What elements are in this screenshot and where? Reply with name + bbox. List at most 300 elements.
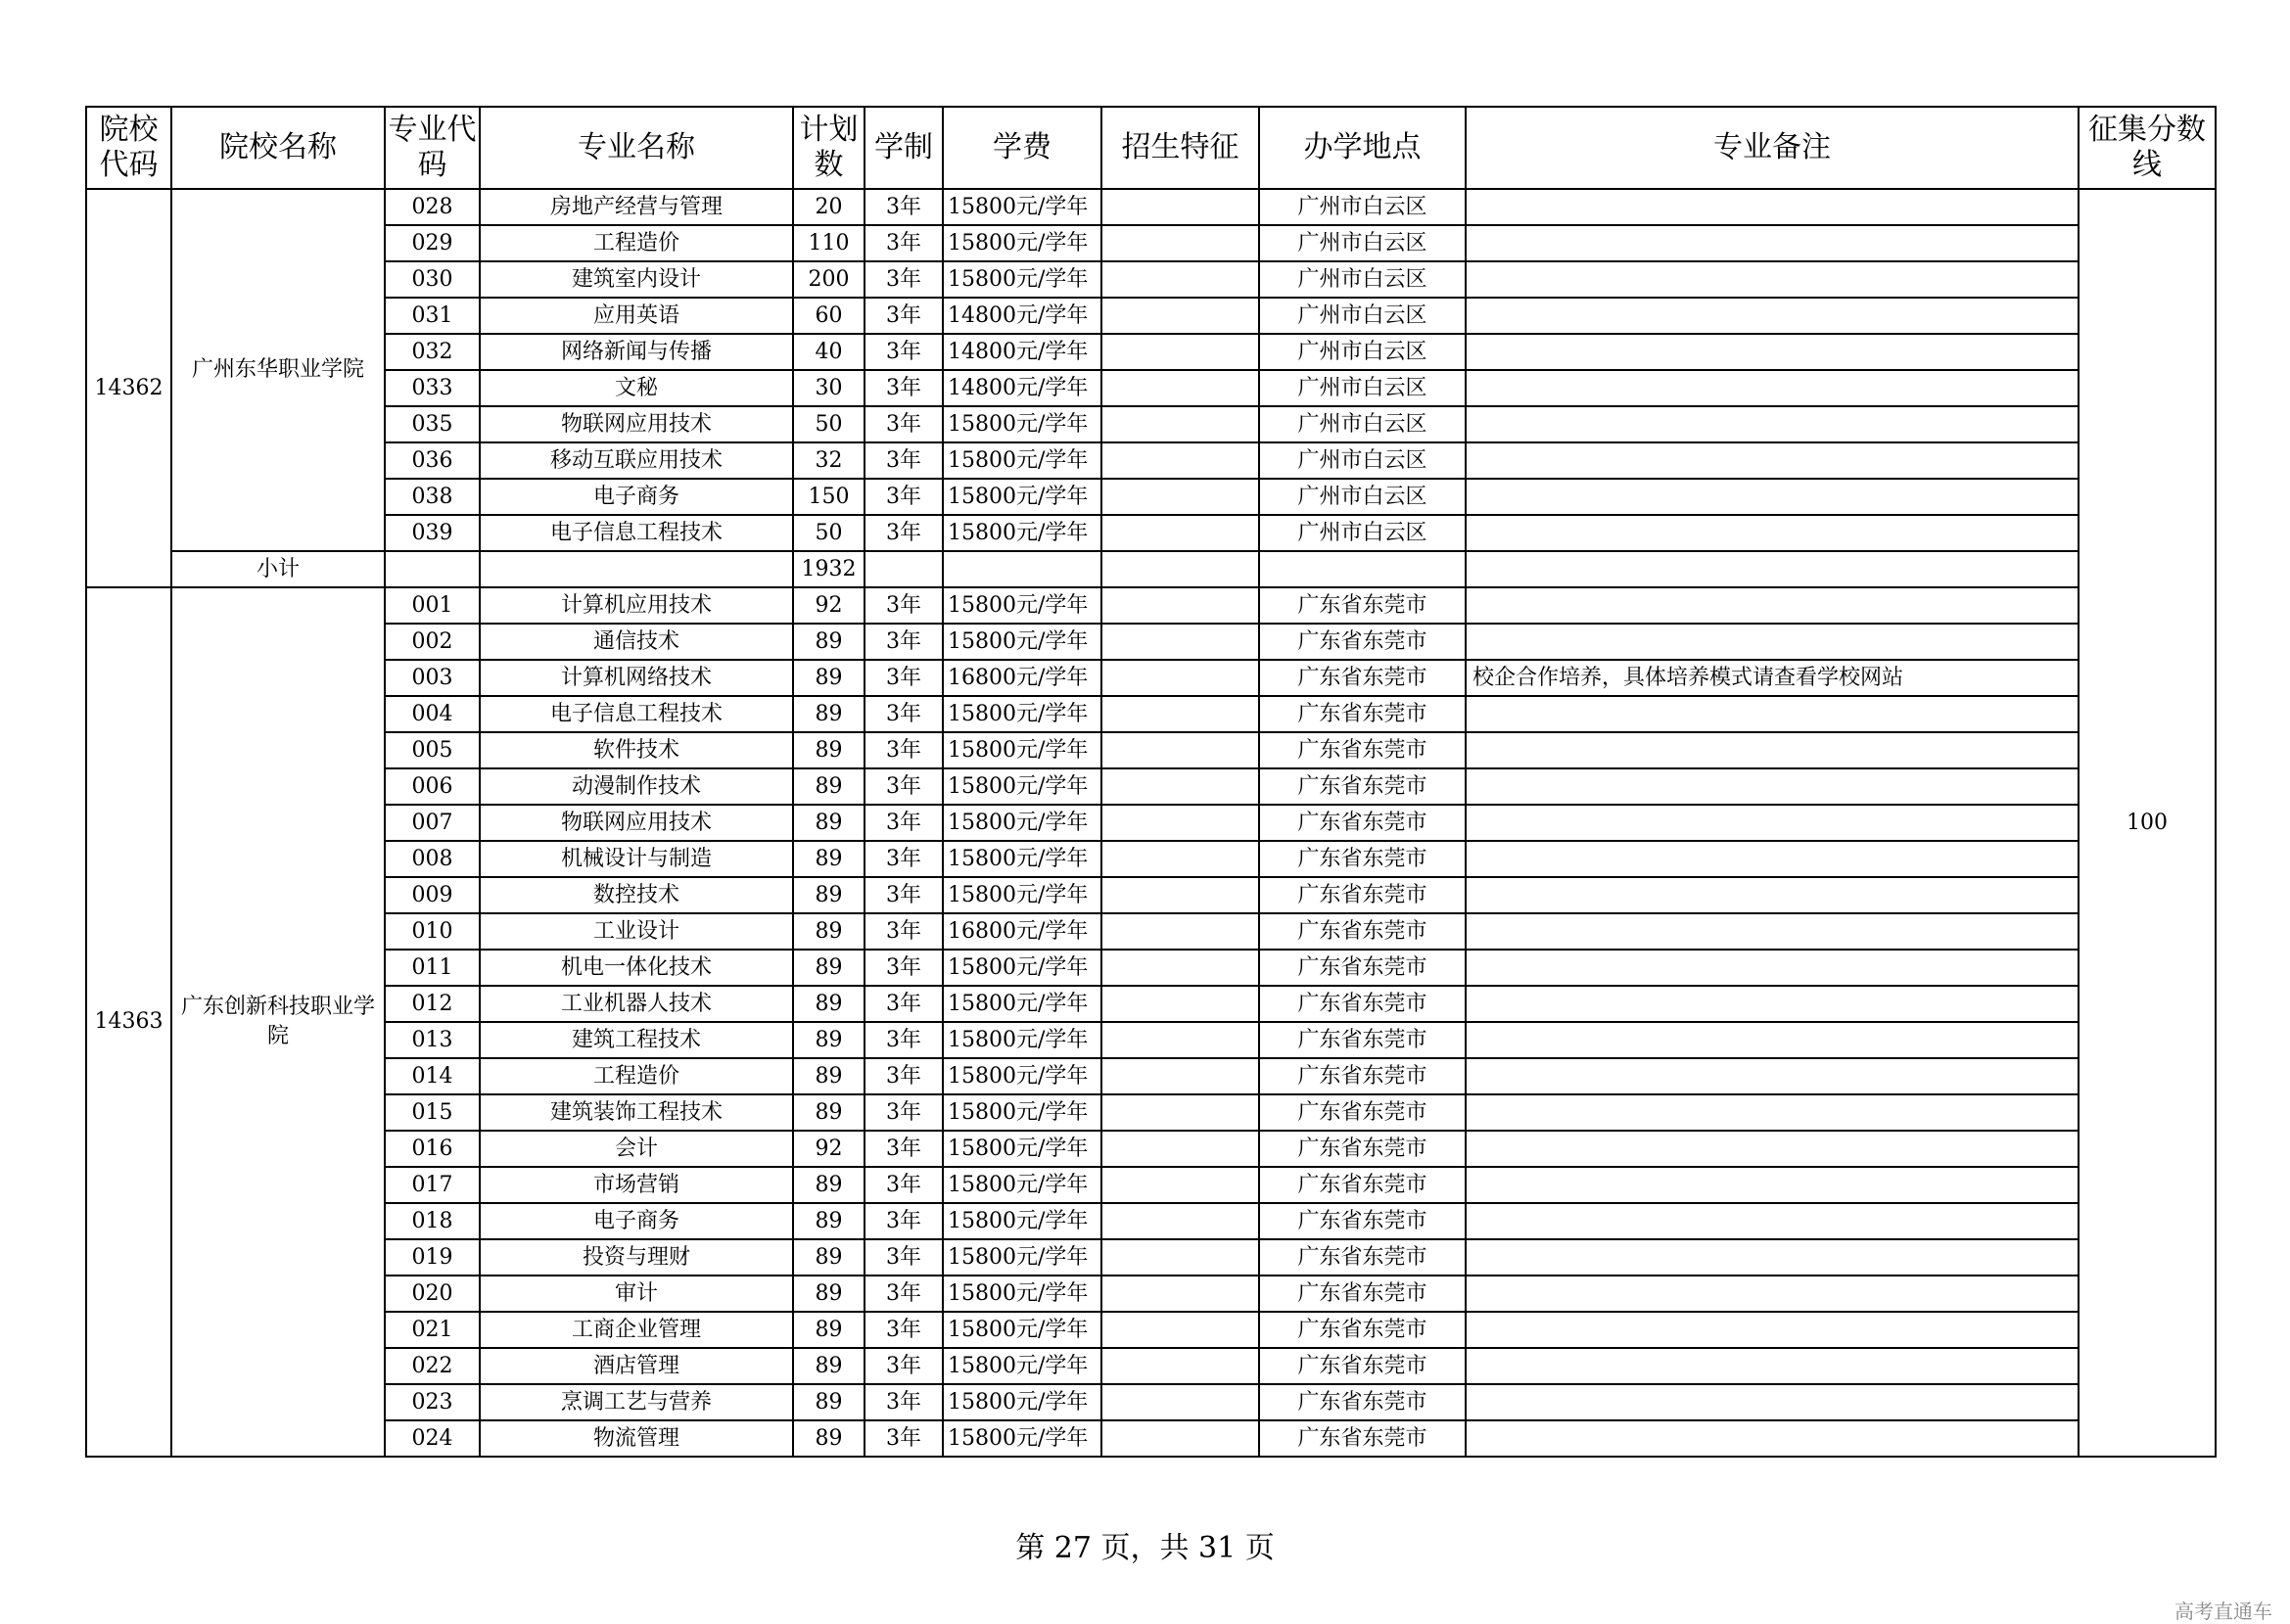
plan-cell: 89 <box>793 1420 865 1457</box>
feature-cell <box>1101 1312 1259 1348</box>
subtotal-empty-cell <box>943 551 1101 587</box>
location-cell: 广东省东莞市 <box>1259 1384 1466 1420</box>
fee-cell: 15800元/学年 <box>943 1276 1101 1312</box>
table-row <box>86 1094 2216 1131</box>
fee-cell: 15800元/学年 <box>943 479 1101 515</box>
table-row <box>86 696 2216 732</box>
feature-cell <box>1101 189 1259 225</box>
plan-cell: 89 <box>793 732 865 768</box>
table-row <box>86 1022 2216 1058</box>
remark-cell <box>1466 1384 2079 1420</box>
location-cell: 广州市白云区 <box>1259 334 1466 370</box>
major-name-cell: 建筑工程技术 <box>480 1022 793 1058</box>
major-name-cell: 应用英语 <box>480 298 793 334</box>
duration-cell: 3年 <box>865 1239 943 1276</box>
major-code-cell: 010 <box>385 913 480 950</box>
remark-cell <box>1466 805 2079 841</box>
plan-cell: 40 <box>793 334 865 370</box>
header-location: 办学地点 <box>1259 107 1466 189</box>
feature-cell <box>1101 1384 1259 1420</box>
location-cell: 广州市白云区 <box>1259 442 1466 479</box>
table-row <box>86 1348 2216 1384</box>
feature-cell <box>1101 950 1259 986</box>
feature-cell <box>1101 261 1259 298</box>
remark-cell <box>1466 1348 2079 1384</box>
plan-cell: 50 <box>793 406 865 442</box>
duration-cell: 3年 <box>865 587 943 624</box>
major-code-cell: 039 <box>385 515 480 551</box>
plan-cell: 89 <box>793 877 865 913</box>
fee-cell: 15800元/学年 <box>943 515 1101 551</box>
location-cell: 广东省东莞市 <box>1259 950 1466 986</box>
duration-cell: 3年 <box>865 660 943 696</box>
remark-cell <box>1466 1312 2079 1348</box>
feature-cell <box>1101 1058 1259 1094</box>
feature-cell <box>1101 515 1259 551</box>
duration-cell: 3年 <box>865 986 943 1022</box>
table-row <box>86 805 2216 841</box>
fee-cell: 15800元/学年 <box>943 768 1101 805</box>
major-name-cell: 电子商务 <box>480 1203 793 1239</box>
remark-cell <box>1466 1058 2079 1094</box>
location-cell: 广东省东莞市 <box>1259 913 1466 950</box>
table-row <box>86 406 2216 442</box>
remark-cell <box>1466 406 2079 442</box>
location-cell: 广东省东莞市 <box>1259 1312 1466 1348</box>
feature-cell <box>1101 841 1259 877</box>
major-code-cell: 023 <box>385 1384 480 1420</box>
feature-cell <box>1101 913 1259 950</box>
major-code-cell: 029 <box>385 225 480 261</box>
table-row <box>86 298 2216 334</box>
major-name-cell: 机械设计与制造 <box>480 841 793 877</box>
plan-cell: 89 <box>793 1022 865 1058</box>
fee-cell: 14800元/学年 <box>943 298 1101 334</box>
table-row <box>86 189 2216 225</box>
remark-cell <box>1466 225 2079 261</box>
feature-cell <box>1101 1094 1259 1131</box>
location-cell: 广州市白云区 <box>1259 298 1466 334</box>
fee-cell: 15800元/学年 <box>943 1022 1101 1058</box>
table-row <box>86 950 2216 986</box>
header-remarks: 专业备注 <box>1466 107 2079 189</box>
major-name-cell: 建筑装饰工程技术 <box>480 1094 793 1131</box>
major-name-cell: 物流管理 <box>480 1420 793 1457</box>
feature-cell <box>1101 1131 1259 1167</box>
location-cell: 广东省东莞市 <box>1259 768 1466 805</box>
feature-cell <box>1101 1022 1259 1058</box>
major-name-cell: 电子信息工程技术 <box>480 515 793 551</box>
major-name-cell: 工程造价 <box>480 1058 793 1094</box>
location-cell: 广州市白云区 <box>1259 189 1466 225</box>
feature-cell <box>1101 406 1259 442</box>
major-code-cell: 017 <box>385 1167 480 1203</box>
table-row <box>86 1239 2216 1276</box>
location-cell: 广东省东莞市 <box>1259 1239 1466 1276</box>
feature-cell <box>1101 225 1259 261</box>
remark-cell <box>1466 1276 2079 1312</box>
location-cell: 广东省东莞市 <box>1259 1348 1466 1384</box>
remark-cell <box>1466 913 2079 950</box>
major-name-cell: 通信技术 <box>480 624 793 660</box>
remark-cell <box>1466 696 2079 732</box>
plan-cell: 89 <box>793 624 865 660</box>
subtotal-empty-cell <box>385 551 480 587</box>
feature-cell <box>1101 334 1259 370</box>
feature-cell <box>1101 587 1259 624</box>
plan-cell: 32 <box>793 442 865 479</box>
fee-cell: 15800元/学年 <box>943 442 1101 479</box>
major-name-cell: 烹调工艺与营养 <box>480 1384 793 1420</box>
school-name-cell: 广州东华职业学院 <box>171 189 385 551</box>
location-cell: 广州市白云区 <box>1259 225 1466 261</box>
table-row <box>86 1276 2216 1312</box>
duration-cell: 3年 <box>865 1022 943 1058</box>
major-name-cell: 会计 <box>480 1131 793 1167</box>
remark-cell <box>1466 370 2079 406</box>
duration-cell: 3年 <box>865 1167 943 1203</box>
table-row <box>86 1384 2216 1420</box>
remark-cell <box>1466 1420 2079 1457</box>
fee-cell: 16800元/学年 <box>943 913 1101 950</box>
location-cell: 广东省东莞市 <box>1259 841 1466 877</box>
plan-cell: 89 <box>793 986 865 1022</box>
feature-cell <box>1101 1167 1259 1203</box>
table-row <box>86 841 2216 877</box>
header-school-code: 院校代码 <box>86 107 171 189</box>
location-cell: 广东省东莞市 <box>1259 732 1466 768</box>
duration-cell: 3年 <box>865 479 943 515</box>
duration-cell: 3年 <box>865 298 943 334</box>
plan-cell: 89 <box>793 1167 865 1203</box>
fee-cell: 15800元/学年 <box>943 261 1101 298</box>
major-name-cell: 工业设计 <box>480 913 793 950</box>
fee-cell: 15800元/学年 <box>943 805 1101 841</box>
remark-cell <box>1466 515 2079 551</box>
table-row <box>86 660 2216 696</box>
major-name-cell: 计算机应用技术 <box>480 587 793 624</box>
duration-cell: 3年 <box>865 1058 943 1094</box>
fee-cell: 15800元/学年 <box>943 1094 1101 1131</box>
remark-cell <box>1466 442 2079 479</box>
plan-cell: 89 <box>793 1276 865 1312</box>
fee-cell: 15800元/学年 <box>943 587 1101 624</box>
subtotal-empty-cell <box>1466 551 2079 587</box>
fee-cell: 15800元/学年 <box>943 624 1101 660</box>
location-cell: 广东省东莞市 <box>1259 1276 1466 1312</box>
location-cell: 广州市白云区 <box>1259 261 1466 298</box>
plan-cell: 200 <box>793 261 865 298</box>
major-code-cell: 011 <box>385 950 480 986</box>
remark-cell <box>1466 1131 2079 1167</box>
plan-cell: 89 <box>793 1094 865 1131</box>
fee-cell: 14800元/学年 <box>943 334 1101 370</box>
major-code-cell: 038 <box>385 479 480 515</box>
duration-cell: 3年 <box>865 950 943 986</box>
duration-cell: 3年 <box>865 624 943 660</box>
table-row <box>86 877 2216 913</box>
school-code-cell: 14362 <box>86 189 171 587</box>
location-cell: 广东省东莞市 <box>1259 1058 1466 1094</box>
major-code-cell: 032 <box>385 334 480 370</box>
remark-cell <box>1466 986 2079 1022</box>
plan-cell: 89 <box>793 913 865 950</box>
major-code-cell: 036 <box>385 442 480 479</box>
fee-cell: 15800元/学年 <box>943 225 1101 261</box>
plan-cell: 150 <box>793 479 865 515</box>
major-code-cell: 035 <box>385 406 480 442</box>
remark-cell <box>1466 877 2079 913</box>
location-cell: 广东省东莞市 <box>1259 1167 1466 1203</box>
location-cell: 广东省东莞市 <box>1259 660 1466 696</box>
page-footer: 第 27 页，共 31 页 <box>1015 1531 1275 1565</box>
subtotal-empty-cell <box>865 551 943 587</box>
fee-cell: 15800元/学年 <box>943 1203 1101 1239</box>
header-duration: 学制 <box>865 107 943 189</box>
major-code-cell: 033 <box>385 370 480 406</box>
feature-cell <box>1101 696 1259 732</box>
subtotal-empty-cell <box>1259 551 1466 587</box>
remark-cell <box>1466 768 2079 805</box>
duration-cell: 3年 <box>865 732 943 768</box>
feature-cell <box>1101 370 1259 406</box>
fee-cell: 16800元/学年 <box>943 660 1101 696</box>
plan-cell: 20 <box>793 189 865 225</box>
table-row <box>86 587 2216 624</box>
watermark: 高考直通车 <box>2174 1600 2272 1623</box>
header-school-name: 院校名称 <box>171 107 385 189</box>
school-name-cell: 广东创新科技职业学院 <box>171 587 385 1457</box>
feature-cell <box>1101 805 1259 841</box>
remark-cell <box>1466 950 2079 986</box>
major-name-cell: 机电一体化技术 <box>480 950 793 986</box>
duration-cell: 3年 <box>865 1312 943 1348</box>
feature-cell <box>1101 479 1259 515</box>
duration-cell: 3年 <box>865 370 943 406</box>
feature-cell <box>1101 1348 1259 1384</box>
remark-cell <box>1466 189 2079 225</box>
duration-cell: 3年 <box>865 261 943 298</box>
header-major-name: 专业名称 <box>480 107 793 189</box>
major-code-cell: 007 <box>385 805 480 841</box>
admission-table <box>85 106 2217 1458</box>
remark-cell <box>1466 479 2079 515</box>
remark-cell <box>1466 732 2079 768</box>
fee-cell: 15800元/学年 <box>943 986 1101 1022</box>
fee-cell: 15800元/学年 <box>943 189 1101 225</box>
header-plan: 计划数 <box>793 107 865 189</box>
major-name-cell: 投资与理财 <box>480 1239 793 1276</box>
subtotal-empty-cell <box>1101 551 1259 587</box>
major-name-cell: 文秘 <box>480 370 793 406</box>
fee-cell: 15800元/学年 <box>943 950 1101 986</box>
fee-cell: 15800元/学年 <box>943 1058 1101 1094</box>
location-cell: 广东省东莞市 <box>1259 986 1466 1022</box>
fee-cell: 15800元/学年 <box>943 406 1101 442</box>
duration-cell: 3年 <box>865 805 943 841</box>
feature-cell <box>1101 442 1259 479</box>
table-row <box>86 370 2216 406</box>
table-row <box>86 1420 2216 1457</box>
feature-cell <box>1101 768 1259 805</box>
plan-cell: 60 <box>793 298 865 334</box>
table-row <box>86 913 2216 950</box>
duration-cell: 3年 <box>865 515 943 551</box>
plan-cell: 89 <box>793 660 865 696</box>
location-cell: 广东省东莞市 <box>1259 1022 1466 1058</box>
school-code-cell: 14363 <box>86 587 171 1457</box>
major-code-cell: 030 <box>385 261 480 298</box>
major-code-cell: 014 <box>385 1058 480 1094</box>
fee-cell: 15800元/学年 <box>943 696 1101 732</box>
duration-cell: 3年 <box>865 696 943 732</box>
plan-cell: 89 <box>793 1239 865 1276</box>
duration-cell: 3年 <box>865 442 943 479</box>
duration-cell: 3年 <box>865 1348 943 1384</box>
major-name-cell: 计算机网络技术 <box>480 660 793 696</box>
table-row <box>86 334 2216 370</box>
major-code-cell: 004 <box>385 696 480 732</box>
remark-cell <box>1466 1203 2079 1239</box>
duration-cell: 3年 <box>865 1420 943 1457</box>
subtotal-empty-cell <box>480 551 793 587</box>
major-code-cell: 003 <box>385 660 480 696</box>
feature-cell <box>1101 1420 1259 1457</box>
feature-cell <box>1101 1239 1259 1276</box>
header-fee: 学费 <box>943 107 1101 189</box>
major-code-cell: 012 <box>385 986 480 1022</box>
header-cutoff: 征集分数线 <box>2079 107 2216 189</box>
remark-cell <box>1466 1022 2079 1058</box>
major-code-cell: 031 <box>385 298 480 334</box>
subtotal-label-cell: 小计 <box>171 551 385 587</box>
fee-cell: 15800元/学年 <box>943 877 1101 913</box>
fee-cell: 15800元/学年 <box>943 1167 1101 1203</box>
subtotal-row <box>86 551 2216 587</box>
fee-cell: 14800元/学年 <box>943 370 1101 406</box>
location-cell: 广东省东莞市 <box>1259 696 1466 732</box>
plan-cell: 50 <box>793 515 865 551</box>
table-row <box>86 1312 2216 1348</box>
table-row <box>86 261 2216 298</box>
cutoff-score-cell: 100 <box>2079 189 2216 1457</box>
table-row <box>86 1131 2216 1167</box>
feature-cell <box>1101 1203 1259 1239</box>
plan-cell: 92 <box>793 587 865 624</box>
fee-cell: 15800元/学年 <box>943 1348 1101 1384</box>
remark-cell <box>1466 624 2079 660</box>
major-code-cell: 009 <box>385 877 480 913</box>
major-code-cell: 019 <box>385 1239 480 1276</box>
duration-cell: 3年 <box>865 841 943 877</box>
fee-cell: 15800元/学年 <box>943 1312 1101 1348</box>
plan-cell: 89 <box>793 1203 865 1239</box>
feature-cell <box>1101 660 1259 696</box>
remark-cell <box>1466 298 2079 334</box>
fee-cell: 15800元/学年 <box>943 1420 1101 1457</box>
plan-cell: 89 <box>793 1348 865 1384</box>
remark-cell <box>1466 1094 2079 1131</box>
header-row <box>86 107 2216 189</box>
plan-cell: 30 <box>793 370 865 406</box>
feature-cell <box>1101 732 1259 768</box>
duration-cell: 3年 <box>865 225 943 261</box>
plan-cell: 89 <box>793 1312 865 1348</box>
header-features: 招生特征 <box>1101 107 1259 189</box>
duration-cell: 3年 <box>865 189 943 225</box>
remark-cell: 校企合作培养，具体培养模式请查看学校网站 <box>1466 660 2079 696</box>
table-row <box>86 624 2216 660</box>
table-row <box>86 732 2216 768</box>
location-cell: 广州市白云区 <box>1259 370 1466 406</box>
major-code-cell: 002 <box>385 624 480 660</box>
major-name-cell: 工业机器人技术 <box>480 986 793 1022</box>
fee-cell: 15800元/学年 <box>943 841 1101 877</box>
major-code-cell: 021 <box>385 1312 480 1348</box>
table-row <box>86 225 2216 261</box>
table-row <box>86 768 2216 805</box>
duration-cell: 3年 <box>865 1276 943 1312</box>
remark-cell <box>1466 1239 2079 1276</box>
table-row <box>86 1167 2216 1203</box>
major-code-cell: 020 <box>385 1276 480 1312</box>
major-name-cell: 移动互联应用技术 <box>480 442 793 479</box>
location-cell: 广东省东莞市 <box>1259 1420 1466 1457</box>
location-cell: 广州市白云区 <box>1259 515 1466 551</box>
major-name-cell: 市场营销 <box>480 1167 793 1203</box>
major-code-cell: 013 <box>385 1022 480 1058</box>
plan-cell: 89 <box>793 805 865 841</box>
plan-cell: 89 <box>793 841 865 877</box>
feature-cell <box>1101 298 1259 334</box>
plan-cell: 89 <box>793 768 865 805</box>
major-code-cell: 001 <box>385 587 480 624</box>
major-name-cell: 物联网应用技术 <box>480 406 793 442</box>
duration-cell: 3年 <box>865 1384 943 1420</box>
location-cell: 广州市白云区 <box>1259 406 1466 442</box>
major-code-cell: 008 <box>385 841 480 877</box>
plan-cell: 89 <box>793 696 865 732</box>
feature-cell <box>1101 986 1259 1022</box>
major-name-cell: 工商企业管理 <box>480 1312 793 1348</box>
location-cell: 广东省东莞市 <box>1259 1203 1466 1239</box>
location-cell: 广东省东莞市 <box>1259 1094 1466 1131</box>
plan-cell: 89 <box>793 1384 865 1420</box>
location-cell: 广东省东莞市 <box>1259 587 1466 624</box>
fee-cell: 15800元/学年 <box>943 1239 1101 1276</box>
major-name-cell: 审计 <box>480 1276 793 1312</box>
major-name-cell: 网络新闻与传播 <box>480 334 793 370</box>
remark-cell <box>1466 1167 2079 1203</box>
location-cell: 广东省东莞市 <box>1259 877 1466 913</box>
major-code-cell: 022 <box>385 1348 480 1384</box>
duration-cell: 3年 <box>865 913 943 950</box>
subtotal-value-cell: 1932 <box>793 551 865 587</box>
location-cell: 广东省东莞市 <box>1259 1131 1466 1167</box>
fee-cell: 15800元/学年 <box>943 732 1101 768</box>
plan-cell: 110 <box>793 225 865 261</box>
duration-cell: 3年 <box>865 334 943 370</box>
remark-cell <box>1466 587 2079 624</box>
table-row <box>86 986 2216 1022</box>
feature-cell <box>1101 877 1259 913</box>
major-code-cell: 005 <box>385 732 480 768</box>
major-name-cell: 物联网应用技术 <box>480 805 793 841</box>
table-row <box>86 479 2216 515</box>
remark-cell <box>1466 261 2079 298</box>
duration-cell: 3年 <box>865 1203 943 1239</box>
duration-cell: 3年 <box>865 406 943 442</box>
